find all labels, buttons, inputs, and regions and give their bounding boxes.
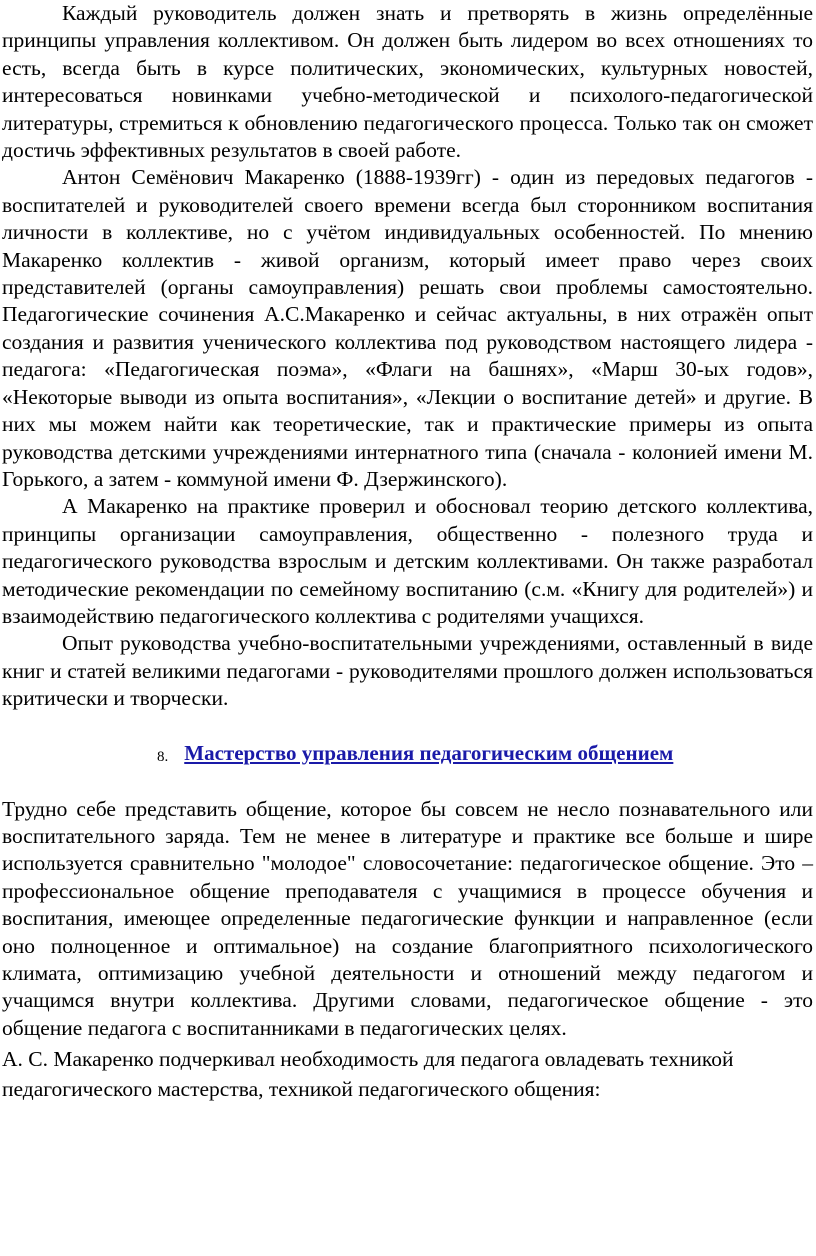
section-number: 8. xyxy=(157,748,169,765)
section-heading xyxy=(2,740,813,796)
paragraph-makarenko-theory: А Макаренко на практике проверил и обосновал теорию детского коллектива, принципы организации самоуправления, общественно - полезного труда и педагогического руководства взрослым и детским коллективами. Он также разработал методические рекомендации по семейному воспитанию (с.м. «Книгу для родителей») и взаимодействию педагогического коллектива с родителями учащихся. xyxy=(2,494,813,628)
section-title-link[interactable]: Мастерство управления педагогическим общением xyxy=(184,740,674,765)
paragraph-experience-usage: Опыт руководства учебно-воспитательными учреждениями, оставленный в виде книг и статей великими педагогами - руководителями прошлого должен использоваться критически и творчески. xyxy=(2,631,813,711)
paragraph-pedagogical-technique: А. С. Макаренко подчеркивал необходимость для педагога овладевать техникой педагогического мастерства, техникой педагогического общения: xyxy=(2,1047,734,1102)
paragraph-makarenko-biography: Антон Семёнович Макаренко (1888-1939гг) - один из передовых педагогов - воспитателей и руководителей своего времени всегда был сторонником воспитания личности в коллективе, но с учётом индивидуальных особенностей. По мнению Макаренко коллектив - живой организм, который имеет право через своих представителей (органы самоуправления) решать свои проблемы самостоятельно. Педагогические сочинения А.С.Макаренко и сейчас актуальны, в них отражён опыт создания и развития ученического коллектива под руководством настоящего лидера - педагога: «Педагогическая поэма», «Флаги на башнях», «Марш 30-ых годов», «Некоторые выводи из опыта воспитания», «Лекции о воспитание детей» и другие. В них мы можем найти как теоретические, так и практические примеры из опыта руководства детскими учреждениями интернатного типа (сначала - колонией имени М. Горького, а затем - коммуной имени Ф. Дзержинского). xyxy=(2,165,813,491)
paragraph-pedagogical-communication: Трудно себе представить общение, которое бы совсем не несло познавательного или воспитательного заряда. Тем не менее в литературе и практике все больше и шире используется сравнительно "молодое" словосочетание: педагогическое общение. Это – профессиональное общение преподавателя с учащимися в процессе обучения и воспитания, имеющее определенные педагогические функции и направленное (если оно полноценное и оптимальное) на создание благоприятного психологического климата, оптимизацию учебной деятельности и отношений между педагогом и учащимся внутри коллектива. Другими словами, педагогическое общение - это общение педагога с воспитанниками в педагогических целях. xyxy=(2,796,813,1040)
paragraph-leader-principles: Каждый руководитель должен знать и претворять в жизнь определённые принципы управления коллективом. Он должен быть лидером во всех отношениях то есть, всегда быть в курсе политических, экономических, культурных новостей, интересоваться новинками учебно-методической и психолого-педагогической литературы, стремиться к обновлению педагогического процесса. Только так он сможет достичь эффективных результатов в своей работе. xyxy=(2,1,813,163)
